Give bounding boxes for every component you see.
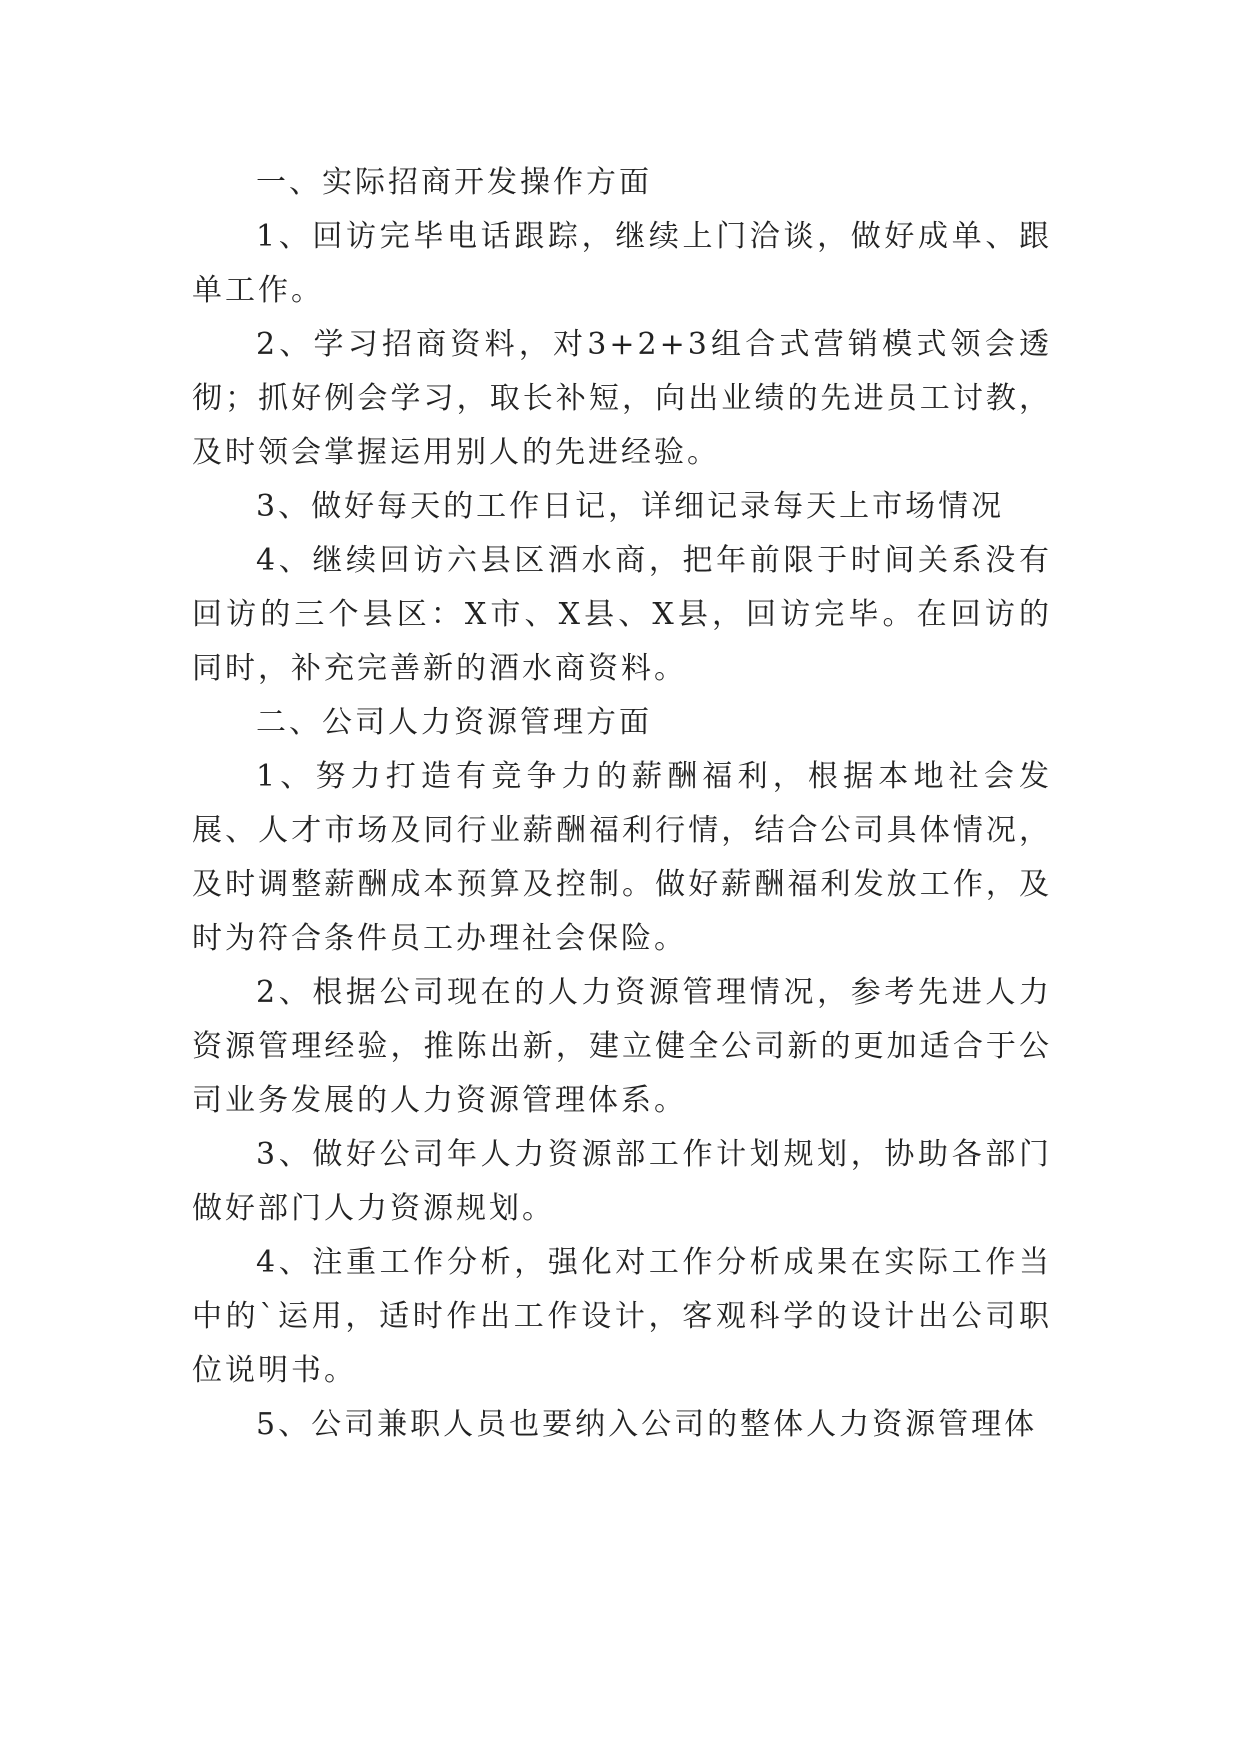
paragraph: 3、做好每天的工作日记，详细记录每天上市场情况 [256,489,1005,524]
paragraph: 1、努力打造有竞争力的薪酬福利，根据本地社会发展、人才市场及同行业薪酬福利行情，结合公司具体情况，及时调整薪酬成本预算及控制。做好薪酬福利发放工作，及时为符合条件员工办理社会保险。 [192,759,1052,956]
paragraph: 5、公司兼职人员也要纳入公司的整体人力资源管理体 [256,1407,1038,1442]
paragraph: 2、根据公司现在的人力资源管理情况，参考先进人力资源管理经验，推陈出新，建立健全公司新的更加适合于公司业务发展的人力资源管理体系。 [192,975,1052,1118]
section-heading: 二、公司人力资源管理方面 [256,705,652,740]
paragraph: 2、学习招商资料，对3+2+3组合式营销模式领会透彻；抓好例会学习，取长补短，向出业绩的先进员工讨教，及时领会掌握运用别人的先进经验。 [192,327,1052,470]
paragraph: 3、做好公司年人力资源部工作计划规划，协助各部门做好部门人力资源规划。 [192,1137,1052,1226]
document-page [192,156,1052,1452]
paragraph: 4、继续回访六县区酒水商，把年前限于时间关系没有回访的三个县区：X市、X县、X县，回访完毕。在回访的同时，补充完善新的酒水商资料。 [192,543,1052,686]
section-heading: 一、实际招商开发操作方面 [256,165,652,200]
paragraph: 1、回访完毕电话跟踪，继续上门洽谈，做好成单、跟单工作。 [192,219,1052,308]
paragraph: 4、注重工作分析，强化对工作分析成果在实际工作当中的`运用，适时作出工作设计，客观科学的设计出公司职位说明书。 [192,1245,1052,1388]
